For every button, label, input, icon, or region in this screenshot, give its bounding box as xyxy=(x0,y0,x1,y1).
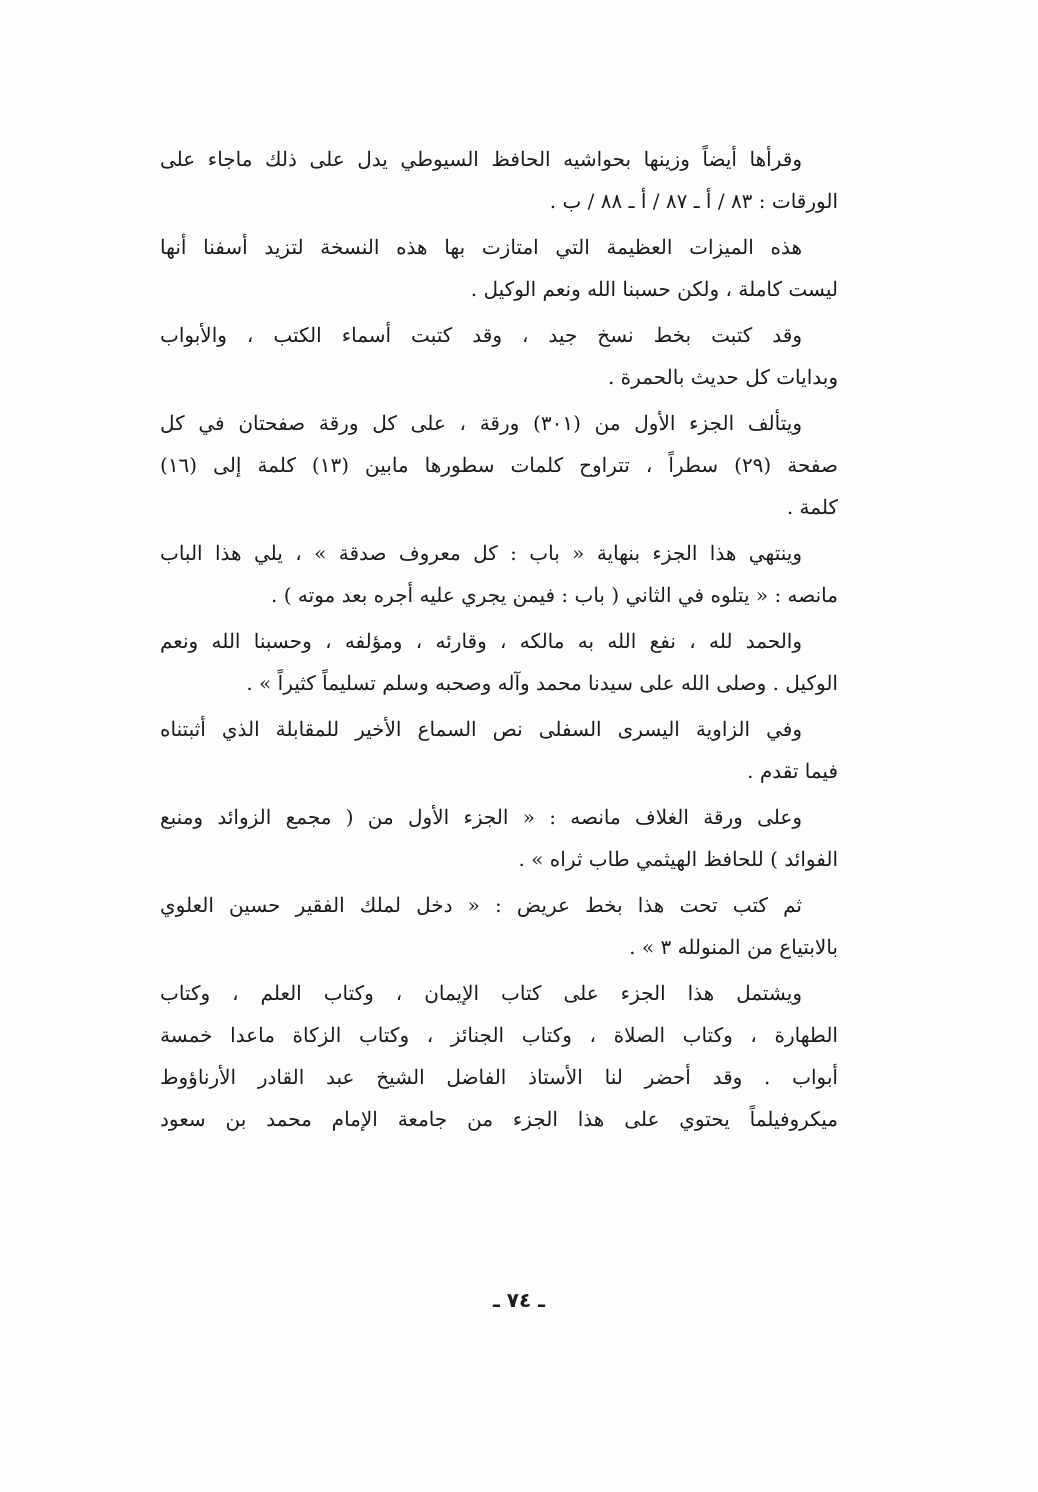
paragraph-line: الوكيل . وصلى الله على سيدنا محمد وآله وصحبه وسلم تسليماً كثيراً » . xyxy=(246,671,838,695)
paragraph-3 xyxy=(160,314,838,398)
paragraph-2 xyxy=(160,226,838,310)
paragraph-line: ثم كتب تحت هذا بخط عريض : « دخل لملك الفقير حسين العلوي xyxy=(160,893,802,917)
paragraph-line: صفحة (٢٩) سطراً ، تتراوح كلمات سطورها مابين (١٣) كلمة إلى (١٦) xyxy=(160,453,838,477)
paragraph-line: أبواب . وقد أحضر لنا الأستاذ الفاضل الشيخ عبد القادر الأرناؤوط xyxy=(160,1065,838,1089)
paragraph-line: وينتهي هذا الجزء بنهاية « باب : كل معروف صدقة » ، يلي هذا الباب xyxy=(160,541,802,565)
paragraph-10 xyxy=(160,972,838,1140)
paragraph-line: وقد كتبت بخط نسخ جيد ، وقد كتبت أسماء الكتب ، والأبواب xyxy=(160,323,802,347)
paragraph-line: ميكروفيلماً يحتوي على هذا الجزء من جامعة الإمام محمد بن سعود xyxy=(160,1107,838,1131)
paragraph-5 xyxy=(160,532,838,616)
paragraph-line: كلمة . xyxy=(786,495,838,519)
paragraph-line: والحمد لله ، نفع الله به مالكه ، وقارئه ، ومؤلفه ، وحسبنا الله ونعم xyxy=(160,629,802,653)
paragraph-line: وقرأها أيضاً وزينها بحواشيه الحافظ السيوطي يدل على ذلك ماجاء على xyxy=(160,147,802,171)
paragraph-line: ويتألف الجزء الأول من (٣٠١) ورقة ، على كل ورقة صفحتان في كل xyxy=(160,411,802,435)
paragraph-line: هذه الميزات العظيمة التي امتازت بها هذه النسخة لتزيد أسفنا أنها xyxy=(160,235,802,259)
paragraph-6 xyxy=(160,620,838,704)
paragraph-7 xyxy=(160,708,838,792)
paragraph-9 xyxy=(160,884,838,968)
paragraph-line: الورقات : ٨٣ / أ ـ ٨٧ / أ ـ ٨٨ / ب . xyxy=(549,189,838,213)
paragraph-line: مانصه : « يتلوه في الثاني ( باب : فيمن يجري عليه أجره بعد موته ) . xyxy=(271,583,838,607)
paragraph-8 xyxy=(160,796,838,880)
paragraph-4 xyxy=(160,402,838,528)
body-text xyxy=(160,138,838,1144)
paragraph-line: ويشتمل هذا الجزء على كتاب الإيمان ، وكتاب العلم ، وكتاب xyxy=(160,981,802,1005)
paragraph-line: بالابتياع من المنولله ٣ » . xyxy=(629,935,838,959)
paragraph-line: الطهارة ، وكتاب الصلاة ، وكتاب الجنائز ، وكتاب الزكاة ماعدا خمسة xyxy=(160,1023,838,1047)
paragraph-line: وعلى ورقة الغلاف مانصه : « الجزء الأول من ( مجمع الزوائد ومنبع xyxy=(160,805,802,829)
paragraph-line: فيما تقدم . xyxy=(747,759,838,783)
paragraph-line: الفوائد ) للحافظ الهيثمي طاب ثراه » . xyxy=(518,847,838,871)
paragraph-line: وبدايات كل حديث بالحمرة . xyxy=(607,365,838,389)
paragraph-1 xyxy=(160,138,838,222)
paragraph-line: وفي الزاوية اليسرى السفلى نص السماع الأخير للمقابلة الذي أثبتناه xyxy=(160,717,802,741)
paragraph-line: ليست كاملة ، ولكن حسبنا الله ونعم الوكيل . xyxy=(470,277,838,301)
page-number: ـ ٧٤ ـ xyxy=(492,1288,546,1312)
